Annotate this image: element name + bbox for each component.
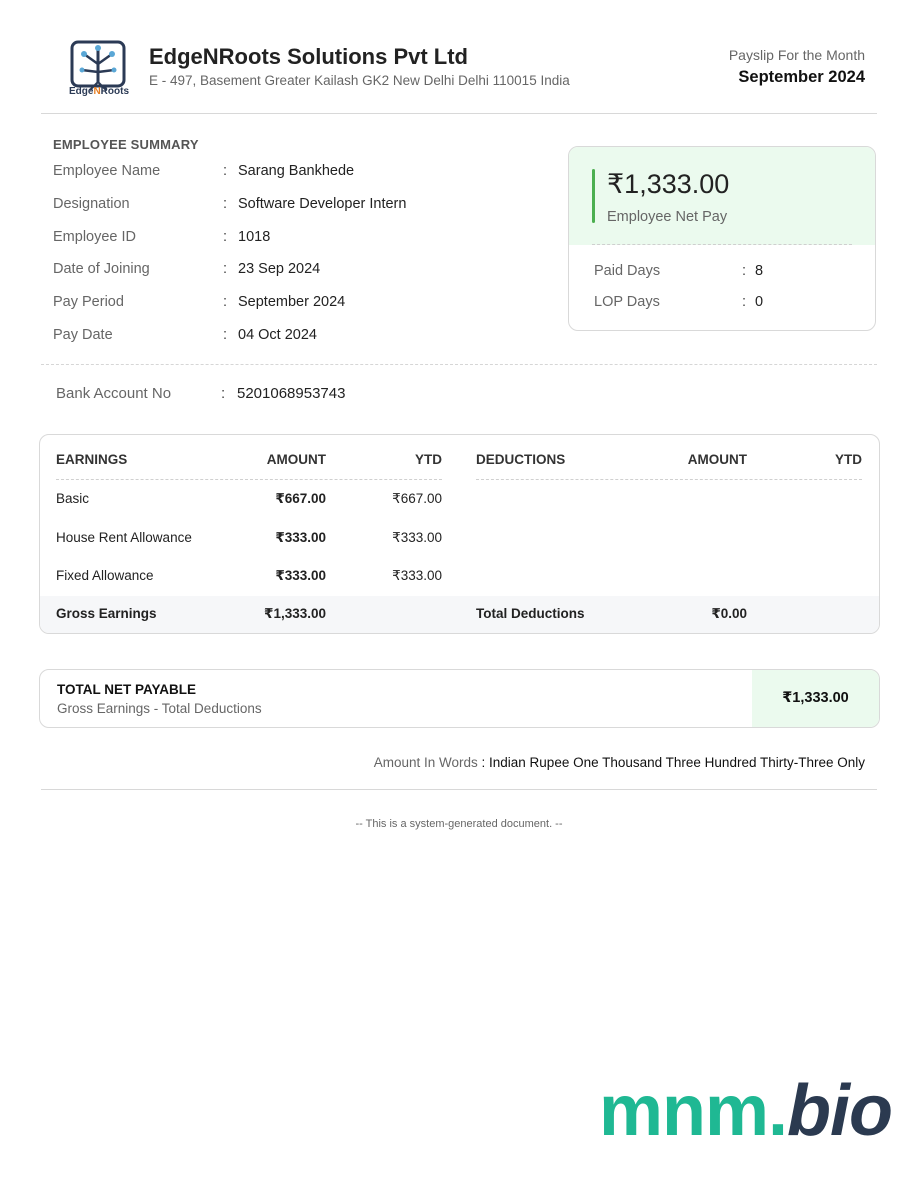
date-of-joining-row <box>53 261 523 281</box>
field-value: 8 <box>755 263 764 279</box>
net-pay-accent-bar <box>592 169 595 223</box>
field-separator: : <box>223 196 228 212</box>
totals-row-background <box>40 596 879 634</box>
field-label: Bank Account No <box>56 385 172 402</box>
field-separator: : <box>221 385 226 402</box>
watermark-part-1: mnm. <box>599 1071 788 1151</box>
net-pay-label: Employee Net Pay <box>607 209 728 225</box>
field-label: Date of Joining <box>53 261 150 277</box>
field-label: Pay Period <box>53 294 124 310</box>
field-value: 0 <box>755 294 764 310</box>
company-address: E - 497, Basement Greater Kailash GK2 New Delhi Delhi 110015 India <box>149 73 570 88</box>
amount-in-words-value: : Indian Rupee One Thousand Three Hundred Thirty-Three Only <box>477 755 865 770</box>
field-label: Employee Name <box>53 163 161 179</box>
field-separator: : <box>223 294 228 310</box>
earning-label: Basic <box>56 491 90 506</box>
employee-summary-title: EMPLOYEE SUMMARY <box>53 137 199 152</box>
net-pay-divider <box>592 244 852 245</box>
earning-amount: ₹667.00 <box>275 491 326 506</box>
total-net-payable-box <box>39 669 880 728</box>
deductions-header-divider <box>476 479 862 480</box>
earnings-ytd-header: YTD <box>415 452 442 467</box>
earning-label: House Rent Allowance <box>56 530 192 545</box>
pay-period-row <box>53 294 523 314</box>
field-separator: : <box>223 261 228 277</box>
field-separator: : <box>223 163 228 179</box>
pay-date-row <box>53 327 523 347</box>
field-label: Pay Date <box>53 327 113 343</box>
earnings-deductions-table <box>39 434 880 634</box>
gross-earnings-amount: ₹1,333.00 <box>264 606 326 621</box>
footer-note: -- This is a system-generated document. -- <box>355 818 563 830</box>
gross-earnings-label: Gross Earnings <box>56 606 157 621</box>
field-separator: : <box>742 294 747 310</box>
logo-text-accent: N <box>93 86 101 97</box>
field-label: LOP Days <box>594 294 660 310</box>
payslip-month: September 2024 <box>738 68 865 86</box>
field-label: Paid Days <box>594 263 661 279</box>
earning-ytd: ₹333.00 <box>392 568 442 583</box>
paid-days-row <box>594 263 854 283</box>
earnings-header-divider <box>56 479 442 480</box>
field-value: Software Developer Intern <box>238 196 407 212</box>
total-deductions-label: Total Deductions <box>476 606 585 621</box>
footer-divider <box>41 789 877 790</box>
earning-amount: ₹333.00 <box>275 568 326 583</box>
bank-account-row <box>56 385 556 405</box>
total-net-payable-title: TOTAL NET PAYABLE <box>57 682 197 697</box>
company-name: EdgeNRoots Solutions Pvt Ltd <box>149 44 468 69</box>
earnings-amount-header: AMOUNT <box>266 452 326 467</box>
logo-text: EdgeNRoots <box>68 86 130 97</box>
header-divider <box>41 113 877 114</box>
payslip-label: Payslip For the Month <box>728 47 865 63</box>
net-pay-amount: ₹1,333.00 <box>607 169 730 199</box>
employee-id-row <box>53 229 523 249</box>
deductions-amount-header: AMOUNT <box>687 452 747 467</box>
employee-name-row <box>53 163 523 183</box>
field-separator: : <box>742 263 747 279</box>
lop-days-row <box>594 294 854 314</box>
earning-ytd: ₹333.00 <box>392 530 442 545</box>
field-value: 1018 <box>238 229 271 245</box>
field-value: Sarang Bankhede <box>238 163 355 179</box>
section-divider <box>41 364 877 365</box>
earning-ytd: ₹667.00 <box>392 491 442 506</box>
field-value: 5201068953743 <box>237 385 346 402</box>
earning-label: Fixed Allowance <box>56 568 154 583</box>
watermark-logo <box>599 1070 892 1152</box>
field-label: Employee ID <box>53 229 137 245</box>
field-value: 04 Oct 2024 <box>238 327 317 343</box>
total-net-payable-subtitle: Gross Earnings - Total Deductions <box>57 701 262 716</box>
net-pay-card <box>568 146 876 331</box>
watermark-part-2: bio <box>787 1071 892 1151</box>
total-deductions-amount: ₹0.00 <box>711 606 747 621</box>
earning-amount: ₹333.00 <box>275 530 326 545</box>
amount-in-words-label: Amount In Words <box>373 755 478 770</box>
field-separator: : <box>223 229 228 245</box>
designation-row <box>53 196 523 216</box>
deductions-header: DEDUCTIONS <box>476 452 566 467</box>
amount-in-words <box>374 755 865 770</box>
field-label: Designation <box>53 196 130 212</box>
earnings-header: EARNINGS <box>56 452 128 467</box>
field-value: 23 Sep 2024 <box>238 261 321 277</box>
total-net-payable-amount: ₹1,333.00 <box>782 690 849 706</box>
field-separator: : <box>223 327 228 343</box>
deductions-ytd-header: YTD <box>835 452 862 467</box>
field-value: September 2024 <box>238 294 346 310</box>
